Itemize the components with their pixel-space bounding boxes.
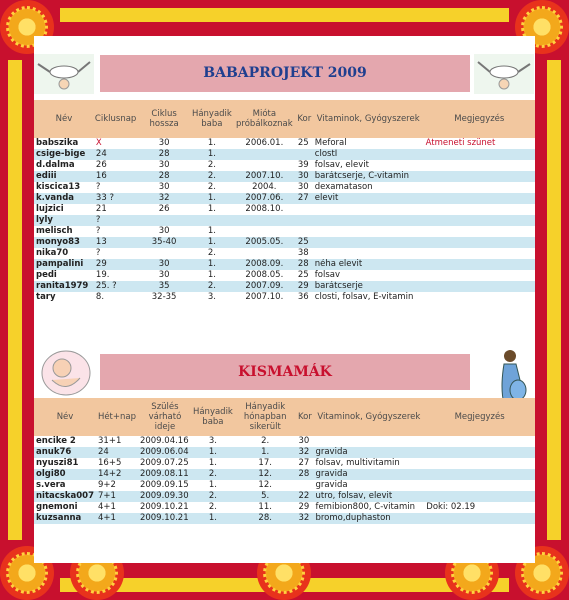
table-cell bbox=[424, 248, 535, 259]
table-cell: 1. bbox=[192, 447, 234, 458]
table-cell bbox=[296, 226, 313, 237]
table-cell: folsav, multivitamin bbox=[313, 458, 424, 469]
table-cell: nitacska007 bbox=[36, 491, 94, 501]
table-cell: 25 bbox=[296, 138, 313, 149]
table-cell bbox=[137, 215, 191, 226]
table-cell bbox=[424, 226, 535, 237]
table-cell: 2008.10. bbox=[233, 204, 296, 215]
table-cell: clostI bbox=[313, 149, 424, 160]
table-cell: 2004. bbox=[233, 182, 296, 193]
table-cell: ? bbox=[94, 182, 137, 193]
table-cell: 1. bbox=[191, 193, 233, 204]
table-cell: 2. bbox=[191, 248, 233, 259]
table-cell: 1. bbox=[191, 259, 233, 270]
col-header: Megjegyzés bbox=[424, 398, 535, 436]
table-cell: 30 bbox=[137, 226, 191, 237]
table-cell: 32 bbox=[296, 447, 313, 458]
table-cell bbox=[233, 160, 296, 171]
table-cell bbox=[313, 248, 424, 259]
table-cell: 16 bbox=[94, 171, 137, 182]
table-cell: monyo83 bbox=[34, 237, 94, 248]
content-area bbox=[34, 36, 535, 563]
table-cell: 26 bbox=[137, 204, 191, 215]
col-header: Hányadik baba bbox=[191, 100, 233, 138]
table-cell bbox=[313, 226, 424, 237]
table-cell: 1. bbox=[192, 480, 234, 491]
table-row bbox=[34, 281, 535, 292]
table-cell: 21 bbox=[94, 204, 137, 215]
table-cell: nika70 bbox=[34, 248, 94, 259]
table-cell: 30 bbox=[137, 270, 191, 281]
table-cell: 1. bbox=[191, 226, 233, 237]
table-cell: ediii bbox=[34, 171, 94, 182]
table-cell: 27 bbox=[296, 193, 313, 204]
table-cell: 30 bbox=[296, 171, 313, 182]
table-cell: melisch bbox=[34, 226, 94, 237]
table-row bbox=[34, 171, 535, 182]
table-cell: 2009.09.30 bbox=[138, 491, 192, 502]
table-cell: 30 bbox=[296, 182, 313, 193]
table-cell: 14+2 bbox=[96, 469, 138, 480]
table-cell bbox=[424, 215, 535, 226]
babaprojekt-table bbox=[34, 100, 535, 303]
table-cell: olgi80 bbox=[34, 469, 96, 480]
table-cell: 2009.04.16 bbox=[138, 436, 192, 447]
col-header: Vitaminok, Gyógyszerek bbox=[313, 100, 424, 138]
table-cell: 31+1 bbox=[96, 436, 138, 447]
table-cell: tary bbox=[34, 292, 94, 303]
kismamak-table bbox=[34, 398, 535, 524]
table-cell: barátcserje bbox=[313, 281, 424, 292]
table-cell: ? bbox=[94, 226, 137, 237]
table-cell: 1. bbox=[191, 237, 233, 248]
frame-band-top bbox=[60, 8, 509, 22]
table-cell bbox=[191, 215, 233, 226]
frame-band-left bbox=[8, 60, 22, 540]
table-cell: 2. bbox=[192, 502, 234, 513]
table-row bbox=[34, 248, 535, 259]
table-cell: 2009.06.04 bbox=[138, 447, 192, 458]
table-cell: 30 bbox=[137, 160, 191, 171]
table-row bbox=[34, 182, 535, 193]
table-cell: 32 bbox=[296, 513, 313, 524]
table-cell: 30 bbox=[137, 182, 191, 193]
table-cell: ? bbox=[94, 215, 137, 226]
table-cell: Meforal bbox=[313, 138, 424, 149]
table-cell: anuk76 bbox=[34, 447, 96, 458]
table-cell: 3. bbox=[192, 436, 234, 447]
table-cell bbox=[296, 215, 313, 226]
table-cell: Doki: 02.19 bbox=[424, 502, 535, 513]
table-cell bbox=[424, 447, 535, 458]
table-cell: lyly bbox=[34, 215, 94, 226]
table-cell: 1. bbox=[191, 149, 233, 160]
table-cell: gravida bbox=[313, 480, 424, 491]
table-cell: gnemoni bbox=[34, 502, 96, 513]
table-cell: 25. ? bbox=[94, 281, 137, 292]
table-cell bbox=[296, 149, 313, 160]
table-cell: barátcserje, C-vitamin bbox=[313, 171, 424, 182]
table-row bbox=[34, 513, 535, 524]
table-cell: 32 bbox=[137, 193, 191, 204]
table-cell: 32-35 bbox=[137, 292, 191, 303]
table-row bbox=[34, 436, 535, 447]
table-cell bbox=[424, 182, 535, 193]
table-cell: 2007.10. bbox=[233, 171, 296, 182]
table-cell bbox=[424, 193, 535, 204]
table-cell: pampalini bbox=[34, 259, 94, 270]
table-cell: 16+5 bbox=[96, 458, 138, 469]
table-cell: 2009.10.21 bbox=[138, 502, 192, 513]
table-cell: 28. bbox=[234, 513, 297, 524]
table-cell: lujzici bbox=[34, 204, 94, 215]
table-cell: kuzsanna bbox=[34, 513, 96, 524]
table-cell: 25 bbox=[296, 270, 313, 281]
table-cell: folsav bbox=[313, 270, 424, 281]
table-cell: 2. bbox=[191, 160, 233, 171]
table-cell: 28 bbox=[137, 171, 191, 182]
table-cell bbox=[233, 149, 296, 160]
table-row bbox=[34, 138, 535, 149]
frame-band-right bbox=[547, 60, 561, 540]
table-cell: dexamatason bbox=[313, 182, 424, 193]
table-cell: gravida bbox=[313, 469, 424, 480]
col-header: Ciklusnap bbox=[94, 100, 137, 138]
table-cell: 2005.05. bbox=[233, 237, 296, 248]
table-cell: 38 bbox=[296, 248, 313, 259]
table-row bbox=[34, 193, 535, 204]
table-cell bbox=[233, 248, 296, 259]
table-cell bbox=[233, 226, 296, 237]
table-row bbox=[34, 469, 535, 480]
table-cell bbox=[233, 215, 296, 226]
col-header: Ciklus hossza bbox=[137, 100, 191, 138]
table-cell: csige-bige bbox=[34, 149, 94, 160]
table-row bbox=[34, 480, 535, 491]
table-cell bbox=[313, 436, 424, 447]
table-cell: 30 bbox=[137, 259, 191, 270]
table-cell: 25 bbox=[296, 237, 313, 248]
table-cell bbox=[424, 513, 535, 524]
table-cell: 35 bbox=[137, 281, 191, 292]
table-cell: encike 2 bbox=[34, 436, 96, 447]
table-cell: 28 bbox=[137, 149, 191, 160]
col-header: Vitaminok, Gyógyszerek bbox=[313, 398, 424, 436]
table-cell bbox=[313, 237, 424, 248]
table-row bbox=[34, 491, 535, 502]
table-cell: 1. bbox=[191, 138, 233, 149]
table-cell: X bbox=[94, 138, 137, 149]
table-cell: 36 bbox=[296, 292, 313, 303]
table-cell: 2009.08.11 bbox=[138, 469, 192, 480]
table-cell: pedi bbox=[34, 270, 94, 281]
table-cell bbox=[296, 204, 313, 215]
table-cell: 2. bbox=[191, 171, 233, 182]
kismamak-banner bbox=[100, 354, 470, 390]
table-cell: 29 bbox=[296, 281, 313, 292]
table-cell: 29 bbox=[94, 259, 137, 270]
table-cell: 24 bbox=[96, 447, 138, 458]
col-header: Hányadik hónapban sikerült bbox=[234, 398, 297, 436]
table-row bbox=[34, 226, 535, 237]
table-cell: s.vera bbox=[34, 480, 96, 491]
table-cell: 2. bbox=[192, 469, 234, 480]
col-header: Kor bbox=[296, 398, 313, 436]
table-cell bbox=[424, 270, 535, 281]
table-row bbox=[34, 292, 535, 303]
table-cell: 8. bbox=[94, 292, 137, 303]
table-cell bbox=[424, 491, 535, 502]
table-cell bbox=[313, 204, 424, 215]
table-cell: 2. bbox=[191, 182, 233, 193]
table-cell bbox=[424, 458, 535, 469]
table-cell: Átmeneti szünet bbox=[424, 138, 535, 149]
table-row bbox=[34, 237, 535, 248]
table-cell bbox=[424, 160, 535, 171]
col-header: Hányadik baba bbox=[192, 398, 234, 436]
table-cell: 2006.01. bbox=[233, 138, 296, 149]
table-cell bbox=[424, 259, 535, 270]
table-cell: 12. bbox=[234, 469, 297, 480]
table-cell: gravida bbox=[313, 447, 424, 458]
table-cell: 27 bbox=[296, 458, 313, 469]
table-cell: nyuszi81 bbox=[34, 458, 96, 469]
table-cell: elevit bbox=[313, 193, 424, 204]
table-cell: 2. bbox=[234, 436, 297, 447]
table-cell: ? bbox=[94, 248, 137, 259]
table-cell: 4+1 bbox=[96, 513, 138, 524]
baby-icon bbox=[38, 348, 94, 398]
table-row bbox=[34, 149, 535, 160]
table-cell: 2007.06. bbox=[233, 193, 296, 204]
col-header: Név bbox=[34, 100, 94, 138]
table-cell: 2008.09. bbox=[233, 259, 296, 270]
kismamak-title: KISMAMÁK bbox=[238, 364, 332, 380]
table-row bbox=[34, 215, 535, 226]
table-cell: 1. bbox=[191, 204, 233, 215]
table-cell: 30 bbox=[137, 138, 191, 149]
stork-icon bbox=[474, 54, 534, 94]
table-cell bbox=[424, 204, 535, 215]
table-cell: 5. bbox=[234, 491, 297, 502]
table-cell bbox=[424, 436, 535, 447]
table-cell: 1. bbox=[192, 513, 234, 524]
table-cell: 1. bbox=[234, 447, 297, 458]
table-cell: 1. bbox=[192, 458, 234, 469]
table-cell: kiscica13 bbox=[34, 182, 94, 193]
table-cell: 28 bbox=[296, 469, 313, 480]
col-header: Kor bbox=[296, 100, 313, 138]
table-cell: 30 bbox=[296, 436, 313, 447]
table-cell: 33 ? bbox=[94, 193, 137, 204]
col-header: Szülés várható ideje bbox=[138, 398, 192, 436]
babaprojekt-banner bbox=[100, 55, 470, 92]
table-cell bbox=[424, 469, 535, 480]
table-cell bbox=[424, 281, 535, 292]
table-row bbox=[34, 502, 535, 513]
col-header: Megjegyzés bbox=[424, 100, 535, 138]
table-cell: 1. bbox=[191, 270, 233, 281]
table-row bbox=[34, 259, 535, 270]
table-cell bbox=[424, 292, 535, 303]
table-row bbox=[34, 160, 535, 171]
table-cell: 2009.07.25 bbox=[138, 458, 192, 469]
table-cell bbox=[313, 215, 424, 226]
table-cell: closti, folsav, E-vitamin bbox=[313, 292, 424, 303]
table-cell: 2007.09. bbox=[233, 281, 296, 292]
table-cell: 2009.09.15 bbox=[138, 480, 192, 491]
table-cell: ranita1979 bbox=[34, 281, 94, 292]
table-cell: femibion800, C-vitamin bbox=[313, 502, 424, 513]
table-cell: 39 bbox=[296, 160, 313, 171]
stork-icon bbox=[34, 54, 94, 94]
table-cell: 28 bbox=[296, 259, 313, 270]
table-cell: 24 bbox=[94, 149, 137, 160]
table-row bbox=[34, 447, 535, 458]
table-cell: néha elevit bbox=[313, 259, 424, 270]
table-cell: 35-40 bbox=[137, 237, 191, 248]
table-cell: 4+1 bbox=[96, 502, 138, 513]
table-cell: 2007.10. bbox=[233, 292, 296, 303]
table-cell: k.vanda bbox=[34, 193, 94, 204]
table-cell: 19. bbox=[94, 270, 137, 281]
table-cell: 9+2 bbox=[96, 480, 138, 491]
table-cell: babszika bbox=[34, 138, 94, 149]
table-cell: 13 bbox=[94, 237, 137, 248]
table-cell: bromo,duphaston bbox=[313, 513, 424, 524]
table-cell bbox=[424, 149, 535, 160]
table-cell bbox=[424, 171, 535, 182]
table-cell: 22 bbox=[296, 491, 313, 502]
table-row bbox=[34, 458, 535, 469]
table-row bbox=[34, 204, 535, 215]
babaprojekt-title: BABAPROJEKT 2009 bbox=[203, 65, 367, 81]
table-cell bbox=[424, 237, 535, 248]
table-cell bbox=[296, 480, 313, 491]
table-cell: 2. bbox=[191, 281, 233, 292]
table-cell: 2008.05. bbox=[233, 270, 296, 281]
table-cell bbox=[137, 248, 191, 259]
table-cell: 2. bbox=[192, 491, 234, 502]
col-header: Hét+nap bbox=[96, 398, 138, 436]
table-cell: folsav, elevit bbox=[313, 160, 424, 171]
table-cell: utro, folsav, elevit bbox=[313, 491, 424, 502]
table-cell: 12. bbox=[234, 480, 297, 491]
table-cell: 2009.10.21 bbox=[138, 513, 192, 524]
table-cell: 11. bbox=[234, 502, 297, 513]
table-cell bbox=[424, 480, 535, 491]
table-row bbox=[34, 270, 535, 281]
table-cell: 7+1 bbox=[96, 491, 138, 502]
table-cell: 17. bbox=[234, 458, 297, 469]
table-cell: 3. bbox=[191, 292, 233, 303]
col-header: Mióta próbálkoznak bbox=[233, 100, 296, 138]
table-cell: d.dalma bbox=[34, 160, 94, 171]
table-cell: 26 bbox=[94, 160, 137, 171]
col-header: Név bbox=[34, 398, 96, 436]
table-cell: 29 bbox=[296, 502, 313, 513]
